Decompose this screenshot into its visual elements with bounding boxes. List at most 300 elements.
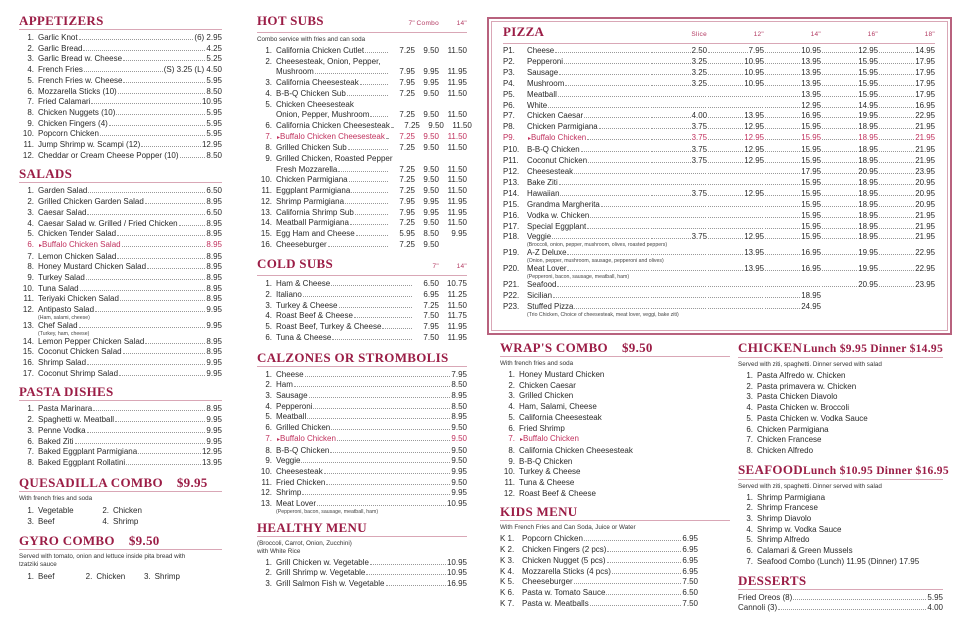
dot-leader xyxy=(382,328,412,329)
item-name: Grill Chicken w. Vegetable xyxy=(276,557,369,567)
dot-leader xyxy=(765,151,800,152)
dot-leader xyxy=(88,192,205,193)
item-price: 3.75 xyxy=(691,133,707,143)
section-title xyxy=(19,14,222,30)
item-number: 11. xyxy=(23,140,34,150)
dot-leader xyxy=(338,171,388,172)
item-name: Meatball xyxy=(276,412,307,422)
menu-item xyxy=(503,211,935,222)
dot-leader xyxy=(100,135,206,136)
item-price: 16.95 xyxy=(801,248,821,258)
menu-item xyxy=(503,178,935,189)
dot-leader xyxy=(553,297,649,298)
pizza-box xyxy=(487,17,952,335)
price-cell xyxy=(878,167,935,178)
dot-leader xyxy=(822,74,857,75)
price-cell xyxy=(764,133,821,144)
price-cell xyxy=(764,145,821,156)
dot-leader xyxy=(337,440,451,441)
item-price: 10.95 xyxy=(446,499,467,509)
item-name: Pasta Alfredo w. Chicken xyxy=(757,371,846,380)
dot-leader xyxy=(822,206,857,207)
item-number: 7. xyxy=(27,97,34,107)
section-title xyxy=(19,534,222,550)
section-appetizers xyxy=(19,14,222,161)
menu-item xyxy=(257,402,467,413)
item-name: Vodka w. Chicken xyxy=(527,210,590,220)
item-name: Special Eggplant xyxy=(527,221,587,231)
dot-leader xyxy=(587,139,649,140)
menu-item xyxy=(257,218,467,229)
dot-leader xyxy=(348,149,388,150)
menu-item xyxy=(19,119,222,130)
item-price: 3.75 xyxy=(691,156,707,166)
dot-leader xyxy=(765,206,800,207)
item-number: K 5. xyxy=(500,577,515,587)
section-cold-subs xyxy=(257,257,467,343)
title-text: APPETIZERS xyxy=(19,13,104,28)
section-title xyxy=(503,25,935,44)
menu-item-cont xyxy=(257,165,467,176)
dot-leader xyxy=(567,270,649,271)
item-name: Stuffed Pizza xyxy=(527,301,574,311)
item-name: Coconut Chicken xyxy=(527,156,588,166)
menu-item xyxy=(19,447,222,458)
item-number: P6. xyxy=(503,100,515,110)
menu-item-cont xyxy=(257,110,467,121)
price-cell xyxy=(707,145,764,156)
combo-price: $9.50 xyxy=(621,340,653,355)
menu-item xyxy=(19,240,222,252)
item-price: 3.25 xyxy=(691,67,707,77)
item-number: 1. xyxy=(27,571,34,581)
price-cell xyxy=(650,111,707,122)
item-number: 7. xyxy=(746,435,753,445)
item-number: P1. xyxy=(503,46,515,55)
price-cell xyxy=(764,286,821,289)
item-number: 6. xyxy=(508,423,515,433)
dot-leader xyxy=(354,317,412,318)
price-cell xyxy=(878,189,935,200)
dot-leader xyxy=(386,585,446,586)
dot-leader xyxy=(765,238,800,239)
price-cell xyxy=(650,173,707,176)
dot-leader xyxy=(822,96,857,97)
item-price: 11.50 xyxy=(447,88,467,98)
menu-item xyxy=(257,423,467,434)
item-name: Cheese xyxy=(276,369,304,379)
price-cell xyxy=(764,189,821,200)
item-name: Chicken xyxy=(96,571,126,581)
item-name: Cheddar or Cream Cheese Popper (10) xyxy=(38,150,179,160)
price-cell xyxy=(650,68,707,79)
item-name: Calamari & Green Mussels xyxy=(757,546,853,556)
menu-item xyxy=(503,280,935,291)
item-number: 4. xyxy=(265,88,272,98)
item-number: P8. xyxy=(503,122,515,132)
section-title xyxy=(500,341,730,357)
menu-item xyxy=(500,534,698,545)
price-cell xyxy=(878,264,935,275)
item-price: 18.95 xyxy=(858,177,878,187)
item-price: 11.50 xyxy=(452,120,472,130)
item-price: 13.95 xyxy=(744,264,764,274)
section-note: With French Fries and Can Soda, Juice or Water xyxy=(500,524,636,532)
dot-leader xyxy=(708,117,743,118)
dot-leader xyxy=(315,73,388,74)
dot-leader xyxy=(365,52,388,53)
dot-leader xyxy=(708,238,743,239)
item-number: P14. xyxy=(503,188,520,198)
item-price: 9.50 xyxy=(423,143,439,153)
item-price: 11.95 xyxy=(447,196,467,206)
item-price: 9.50 xyxy=(451,433,467,443)
item-number: 10. xyxy=(260,175,272,185)
menu-item xyxy=(257,89,467,100)
dot-leader xyxy=(345,203,388,204)
item-name: Meat Lover xyxy=(527,264,567,274)
price-cell xyxy=(764,248,821,259)
item-number: 7. xyxy=(508,434,515,444)
item-name: Chicken Caesar xyxy=(527,111,584,121)
item-price: 11.95 xyxy=(447,207,467,217)
title-text: HEALTHY MENU xyxy=(257,519,367,535)
menu-item xyxy=(19,294,222,305)
price-cell xyxy=(650,217,707,220)
menu-item xyxy=(19,415,222,426)
item-number: 6. xyxy=(265,120,272,130)
item-name: Ham & Cheese xyxy=(276,279,331,289)
item-price: 20.95 xyxy=(915,177,935,187)
dot-leader xyxy=(356,235,388,236)
item-name: Meatball xyxy=(527,89,557,99)
item-name: Tuna & Cheese xyxy=(276,332,332,342)
item-name: Vegetable xyxy=(38,505,74,515)
price-cell xyxy=(707,173,764,176)
item-number: P4. xyxy=(503,78,515,88)
dot-leader xyxy=(879,151,914,152)
item-number: 2. xyxy=(27,415,34,425)
menu-item xyxy=(738,535,943,546)
item-price: 6.95 xyxy=(423,290,439,300)
dot-leader xyxy=(560,195,649,196)
column-left xyxy=(19,14,222,588)
item-price: 12.95 xyxy=(801,100,821,110)
item-number: 8. xyxy=(27,107,34,117)
item-name: Meatball Parmigiana xyxy=(276,218,349,228)
menu-item xyxy=(257,290,467,301)
item-number: 1. xyxy=(27,505,34,515)
menu-item xyxy=(257,579,467,590)
dot-leader xyxy=(708,184,763,185)
dot-leader xyxy=(590,217,649,218)
item-name: Ham, Salami, Cheese xyxy=(519,402,597,412)
menu-item xyxy=(19,129,222,140)
item-name: Tuna Salad xyxy=(38,283,79,293)
item-number: P7. xyxy=(503,111,515,121)
menu-item xyxy=(503,156,935,167)
item-price: 10.95 xyxy=(744,78,764,88)
item-name: Beef xyxy=(38,571,55,581)
dot-leader xyxy=(330,452,450,453)
title-text: PASTA DISHES xyxy=(19,384,114,400)
item-number: 6. xyxy=(265,423,272,433)
item-number: 8. xyxy=(27,457,34,467)
pizza-inner xyxy=(491,21,948,331)
section-title xyxy=(19,167,222,183)
menu-item xyxy=(257,311,467,322)
item-price: 14.95 xyxy=(915,46,935,55)
dot-leader xyxy=(118,93,206,94)
item-name: Chicken Caesar xyxy=(519,380,576,390)
menu-item xyxy=(19,337,222,348)
section-title xyxy=(738,461,949,480)
item-price: 16.95 xyxy=(801,264,821,274)
dot-leader xyxy=(567,254,649,255)
menu-item xyxy=(257,380,467,391)
item-name: Chicken Alfredo xyxy=(757,445,814,455)
item-name: Grilled Chicken Sub xyxy=(276,143,347,153)
menu-item xyxy=(503,101,935,112)
price-cell xyxy=(878,79,935,90)
item-price: 4.00 xyxy=(691,111,707,121)
price-cell xyxy=(821,211,878,222)
item-name: Italiano xyxy=(276,290,302,300)
dot-leader xyxy=(651,52,691,53)
item-number: 8. xyxy=(746,445,753,455)
item-price: 13.95 xyxy=(801,56,821,66)
menu-item xyxy=(19,65,222,76)
menu-item xyxy=(19,229,222,240)
item-price: 5.95 xyxy=(927,592,943,602)
price-cell xyxy=(764,167,821,178)
item-price: 10.95 xyxy=(801,46,821,55)
price-cell xyxy=(764,302,821,313)
title-text: DESSERTS xyxy=(738,572,807,588)
item-price: 6.95 xyxy=(682,566,698,576)
section-title xyxy=(738,341,943,358)
item-number: 1. xyxy=(746,492,753,502)
dot-leader xyxy=(349,181,388,182)
price-cell xyxy=(821,280,878,291)
price-cell xyxy=(764,90,821,101)
dot-leader xyxy=(651,107,706,108)
item-price: 8.95 xyxy=(206,336,222,346)
menu-item xyxy=(257,229,467,240)
cold-subs-list xyxy=(257,279,467,343)
title-text: CHICKEN xyxy=(738,340,803,355)
item-name: Cheesesteak xyxy=(527,166,574,176)
dot-leader xyxy=(708,217,763,218)
dot-leader xyxy=(822,270,857,271)
healthy-list xyxy=(257,558,467,590)
item-price: 7.25 xyxy=(399,131,415,141)
dot-leader xyxy=(601,206,649,207)
item-number: 6. xyxy=(27,86,34,96)
item-price: 10.75 xyxy=(446,279,467,289)
dot-leader xyxy=(180,157,206,158)
item-price: 10.95 xyxy=(744,67,764,77)
dot-leader xyxy=(822,162,857,163)
price-cell xyxy=(707,264,764,275)
menu-item xyxy=(500,599,698,610)
item-name: Shrimp xyxy=(113,516,139,526)
item-price: 3.25 xyxy=(691,56,707,66)
dot-leader xyxy=(123,82,205,83)
item-price: 18.95 xyxy=(858,122,878,132)
dot-leader xyxy=(879,238,914,239)
menu-item xyxy=(500,545,698,556)
price-cell xyxy=(821,248,878,259)
section-title xyxy=(257,351,467,367)
dot-leader xyxy=(879,96,914,97)
item-number: 7. xyxy=(746,556,753,566)
menu-item xyxy=(257,568,467,579)
dot-leader xyxy=(708,74,743,75)
item-price: 6.95 xyxy=(682,555,698,565)
item-number: 5. xyxy=(27,75,34,85)
section-kids xyxy=(500,505,730,609)
menu-item xyxy=(500,391,730,402)
title-text: WRAP'S COMBO xyxy=(500,340,608,355)
item-name: A-Z Deluxe xyxy=(527,248,567,258)
item-price: 17.95 xyxy=(915,67,935,77)
dot-leader xyxy=(79,39,194,40)
item-name: Chicken xyxy=(113,505,142,515)
menu-item xyxy=(257,558,467,569)
menu-item xyxy=(19,404,222,415)
section-healthy xyxy=(257,521,467,590)
dot-leader xyxy=(307,418,450,419)
item-number: 5. xyxy=(746,413,753,423)
item-number: 1. xyxy=(27,186,34,196)
price-cell xyxy=(650,107,707,110)
menu-item xyxy=(500,588,698,599)
menu-item xyxy=(19,186,222,197)
price-cell xyxy=(821,46,878,57)
item-number: 3. xyxy=(265,300,272,310)
list-item xyxy=(136,571,194,582)
menu-item xyxy=(500,446,730,457)
item-price: 18.95 xyxy=(858,145,878,155)
pointer-icon: ▸ xyxy=(39,242,43,249)
item-price: 23.95 xyxy=(915,280,935,290)
dot-leader xyxy=(765,173,800,174)
menu-item xyxy=(503,222,935,233)
item-name: Buffalo Chicken Cheesesteak xyxy=(280,131,385,141)
dot-leader xyxy=(879,128,914,129)
item-name: California Cheesesteak xyxy=(276,78,359,88)
item-price: 9.95 xyxy=(423,67,439,77)
item-name: Shrimp Diavolo xyxy=(757,514,812,524)
section-title xyxy=(257,521,467,537)
price-cell xyxy=(878,46,935,57)
item-price: 20.95 xyxy=(858,280,878,290)
item-price: 8.95 xyxy=(206,283,222,293)
dot-leader xyxy=(879,173,914,174)
section-chicken xyxy=(738,341,943,457)
price-cell xyxy=(650,189,707,200)
dot-leader xyxy=(708,206,763,207)
menu-item xyxy=(19,284,222,295)
title-text: GYRO COMBO xyxy=(19,532,115,548)
header-7in: 7" xyxy=(432,263,439,271)
item-price: 13.95 xyxy=(801,67,821,77)
price-cell xyxy=(821,264,878,275)
menu-item xyxy=(738,493,943,504)
item-name: Grill Salmon Fish w. Vegetable xyxy=(276,579,385,589)
dot-leader xyxy=(822,52,857,53)
dot-leader xyxy=(651,238,691,239)
dot-leader xyxy=(822,254,857,255)
item-number: 2. xyxy=(102,505,109,515)
price-cell xyxy=(878,280,935,291)
price-cell xyxy=(764,111,821,122)
pointer-icon: ▸ xyxy=(520,437,524,444)
price-cell xyxy=(707,184,764,187)
item-number: P15. xyxy=(503,199,520,209)
list-item xyxy=(77,571,135,582)
item-price: 7.95 xyxy=(399,207,415,217)
menu-item xyxy=(19,76,222,87)
item-price: 23.95 xyxy=(915,166,935,176)
item-number: P19. xyxy=(503,248,520,258)
item-number: 5. xyxy=(265,99,272,109)
dot-leader xyxy=(879,107,914,108)
item-price: 9.95 xyxy=(206,368,222,378)
price-cell xyxy=(821,111,878,122)
dot-leader xyxy=(822,117,857,118)
item-price: 15.95 xyxy=(801,122,821,132)
item-price: 9.95 xyxy=(206,415,222,425)
item-number: 1. xyxy=(27,404,34,414)
item-price: 4.25 xyxy=(206,43,222,53)
dot-leader xyxy=(822,184,857,185)
menu-item xyxy=(738,525,943,536)
menu-item xyxy=(503,111,935,122)
item-name: Cheese xyxy=(527,46,555,55)
item-price: 13.95 xyxy=(801,78,821,88)
item-number: 1. xyxy=(265,557,272,567)
item-name: Grilled Chicken Garden Salad xyxy=(38,197,144,207)
dot-leader xyxy=(581,151,649,152)
item-number: 2. xyxy=(746,381,753,391)
dot-leader xyxy=(651,74,691,75)
item-price: 5.95 xyxy=(399,228,415,238)
price-cell xyxy=(878,133,935,144)
dot-leader xyxy=(612,573,682,574)
dot-leader xyxy=(708,52,748,53)
item-name: Mushroom xyxy=(527,78,565,88)
item-name: Garlic Knot xyxy=(38,33,78,42)
item-price: 11.50 xyxy=(447,186,467,196)
item-name: Lemon Pepper Chicken Salad xyxy=(38,336,145,346)
dot-leader xyxy=(765,308,800,309)
section-quesadilla xyxy=(19,476,222,527)
item-name: Mozzarella Sticks (4 pcs) xyxy=(522,566,611,576)
item-price: 8.95 xyxy=(206,197,222,207)
item-price: 9.95 xyxy=(206,425,222,435)
section-hot-subs xyxy=(257,13,472,250)
dot-leader xyxy=(607,562,682,563)
menu-item xyxy=(257,488,467,499)
price-cell xyxy=(764,222,821,233)
item-name: Fried Oreos (8) xyxy=(738,592,793,602)
price-cell xyxy=(707,189,764,200)
item-price: 8.95 xyxy=(451,390,467,400)
item-name: Chicken Fingers (4) xyxy=(38,118,108,128)
dot-leader xyxy=(606,594,681,595)
